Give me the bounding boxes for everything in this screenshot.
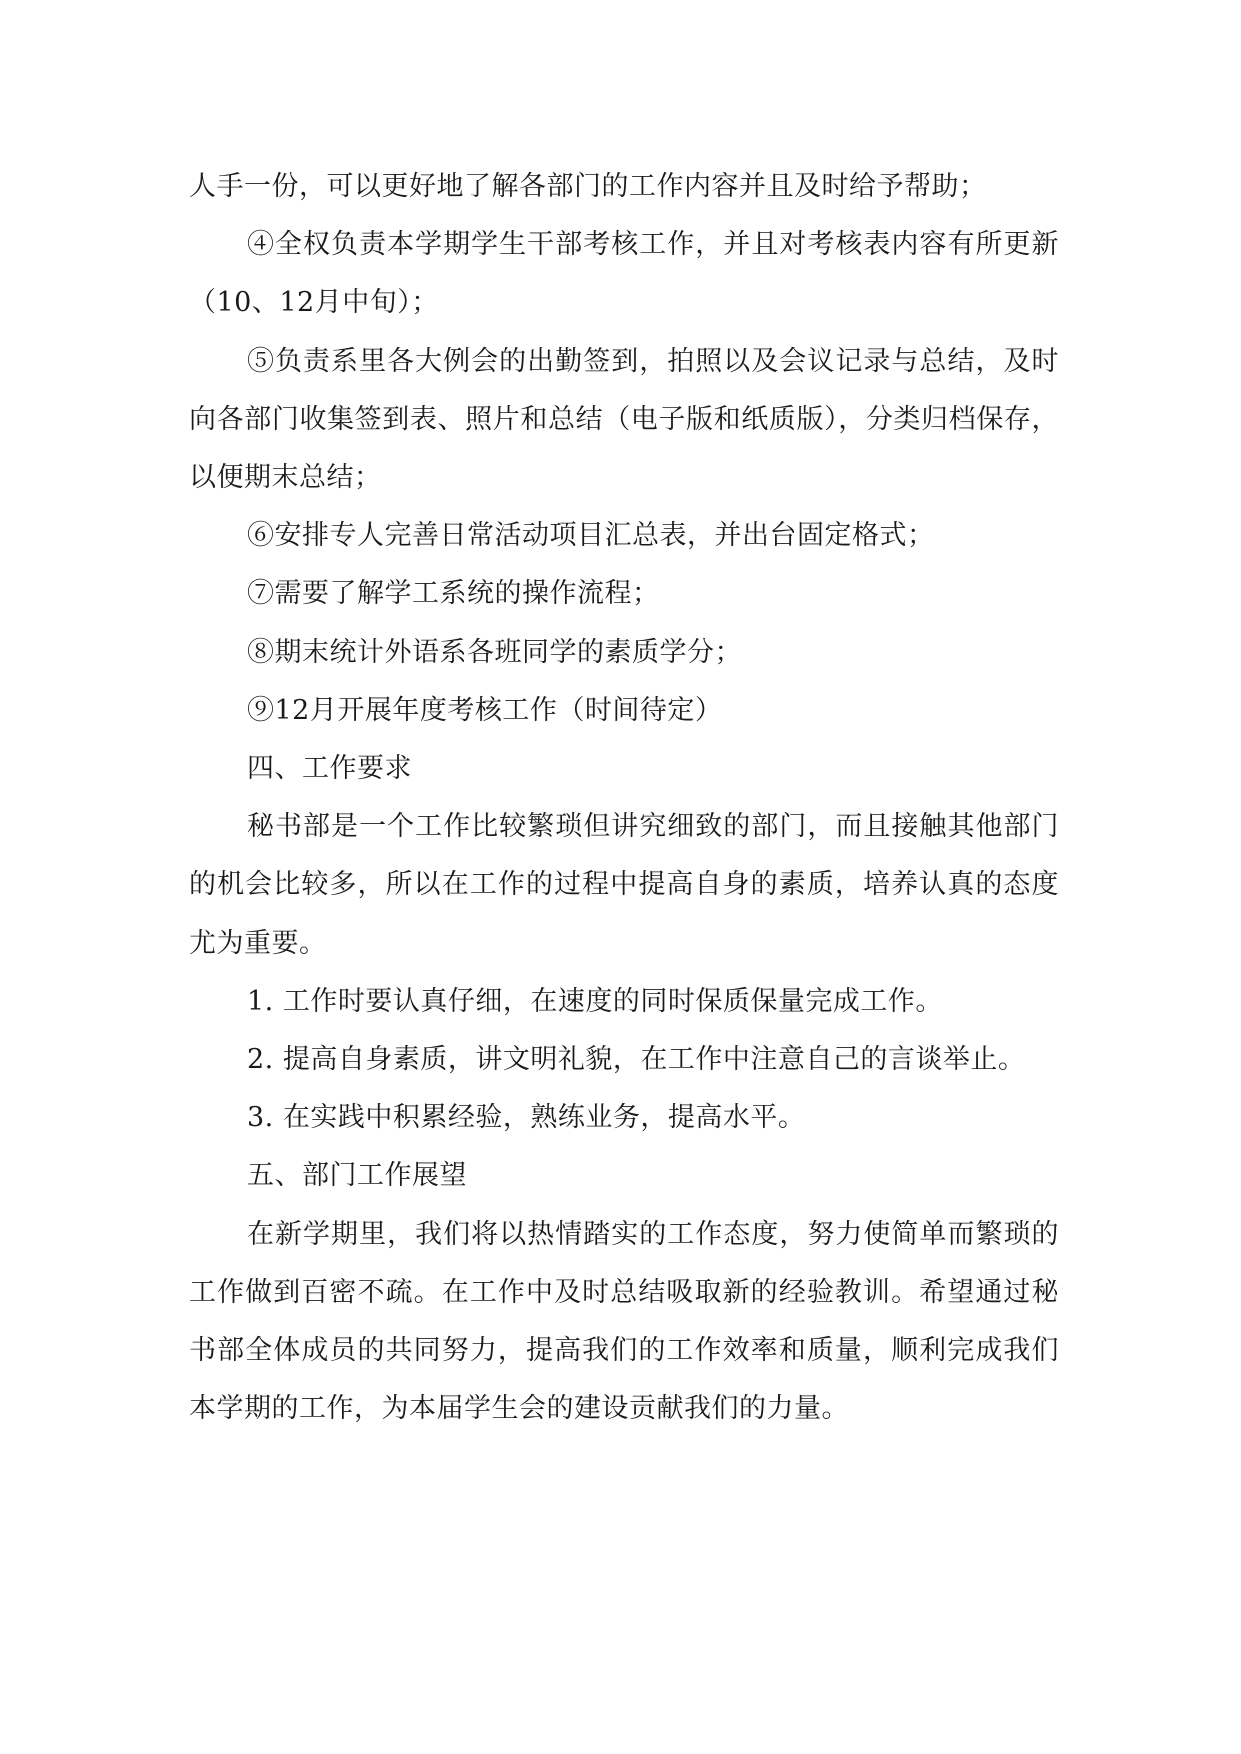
section-heading-work-requirements: 四、工作要求 xyxy=(247,753,412,785)
requirement-item-2: 2. 提高自身素质，讲文明礼貌，在工作中注意自己的言谈举止。 xyxy=(247,1044,1026,1076)
paragraph-item-7: ⑦需要了解学工系统的操作流程； xyxy=(247,578,660,610)
paragraph-item-4: ④全权负责本学期学生干部考核工作，并且对考核表内容有所更新（10、12月中旬）； xyxy=(189,229,1059,319)
paragraph-item-6: ⑥安排专人完善日常活动项目汇总表，并出台固定格式； xyxy=(247,520,935,552)
section-heading-outlook: 五、部门工作展望 xyxy=(247,1160,467,1192)
paragraph-item-9: ⑨12月开展年度考核工作（时间待定） xyxy=(247,694,723,726)
paragraph-item-5: ⑤负责系里各大例会的出勤签到，拍照以及会议记录与总结，及时向各部门收集签到表、照片和总结（电子版和纸质版），分类归档保存，以便期末总结； xyxy=(189,345,1059,494)
paragraph-outlook: 在新学期里，我们将以热情踏实的工作态度，努力使简单而繁琐的工作做到百密不疏。在工作中及时总结吸取新的经验教训。希望通过秘书部全体成员的共同努力，提高我们的工作效率和质量，顺利完成我们本学期的工作，为本届学生会的建设贡献我们的力量。 xyxy=(189,1218,1059,1425)
paragraph-requirements-intro: 秘书部是一个工作比较繁琐但讲究细致的部门，而且接触其他部门的机会比较多，所以在工作的过程中提高自身的素质，培养认真的态度尤为重要。 xyxy=(189,811,1059,959)
paragraph-continuation: 人手一份，可以更好地了解各部门的工作内容并且及时给予帮助； xyxy=(189,171,987,202)
document-body xyxy=(189,158,1059,1438)
requirement-item-1: 1. 工作时要认真仔细，在速度的同时保质保量完成工作。 xyxy=(247,985,943,1017)
paragraph-item-8: ⑧期末统计外语系各班同学的素质学分； xyxy=(247,636,742,668)
requirement-item-3: 3. 在实践中积累经验，熟练业务，提高水平。 xyxy=(247,1102,806,1134)
